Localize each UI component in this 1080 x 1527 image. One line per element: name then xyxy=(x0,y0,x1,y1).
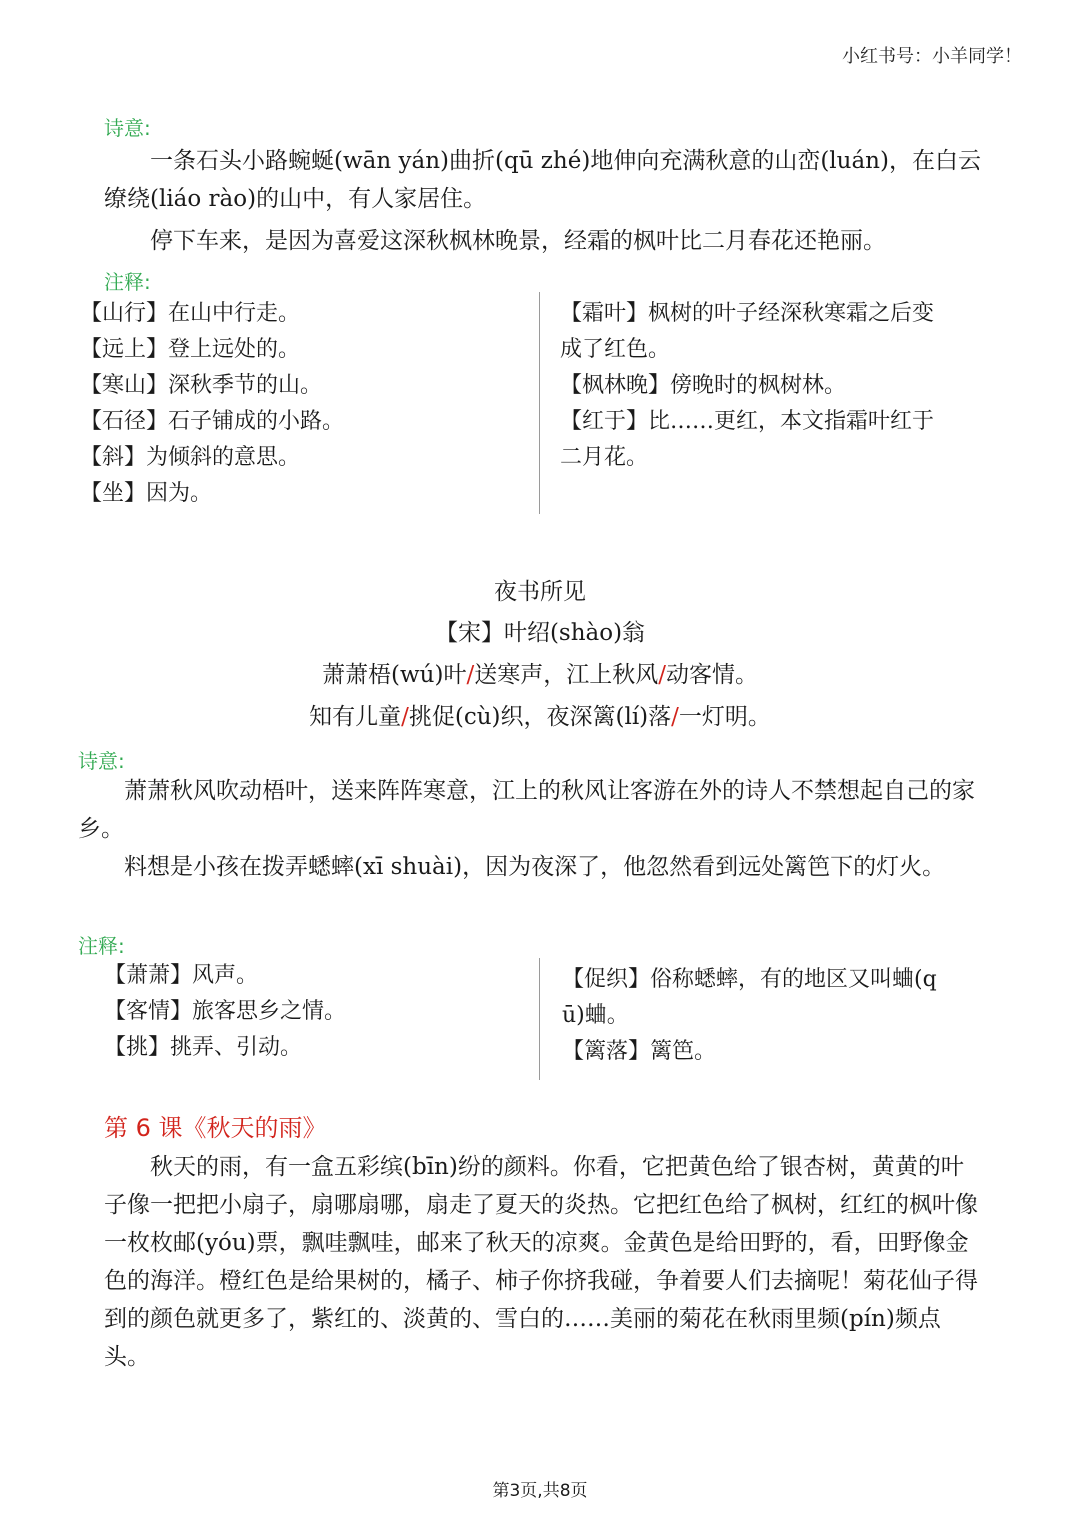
note-item: 【坐】因为。 xyxy=(80,481,213,506)
account-header: 小红书号：小羊同学！ xyxy=(842,46,1022,67)
poem2-author: 【宋】叶绍(shào)翁 xyxy=(434,620,646,646)
page-number: 第3页,共8页 xyxy=(492,1481,588,1501)
poem2-line-1: 萧萧梧(wú)叶/送寒声，江上秋风/动客情。 xyxy=(322,662,758,688)
poem2-meaning-para-1: 萧萧秋风吹动梧叶，送来阵阵寒意，江上的秋风让客游在外的诗人不禁想起自己的家乡。 xyxy=(78,778,975,842)
notes-label-1: 注释: xyxy=(104,270,151,294)
note-item: 【篱落】篱笆。 xyxy=(562,1039,717,1064)
note-item: 【促织】俗称蟋蟀，有的地区又叫蛐(q xyxy=(562,967,937,992)
poem1-meaning-para-1: 一条石头小路蜿蜒(wān yán)曲折(qū zhé)地伸向充满秋意的山峦(luán)，在白云缭绕(liáo rào)的山中，有人家居住。 xyxy=(104,148,981,212)
note-item: 【寒山】深秋季节的山。 xyxy=(80,373,323,398)
note-item: 【远上】登上远处的。 xyxy=(80,337,301,362)
meaning-label-2: 诗意: xyxy=(78,749,125,773)
notes-label-2: 注释: xyxy=(78,934,125,958)
poem2-line-2: 知有儿童/挑促(cù)织，夜深篱(lí)落/一灯明。 xyxy=(309,704,771,730)
note-item: 二月花。 xyxy=(560,445,649,470)
poem2-title: 夜书所见 xyxy=(494,579,586,605)
poem1-notes-right xyxy=(560,296,934,476)
note-item: 【斜】为倾斜的意思。 xyxy=(80,445,301,470)
note-item: 【山行】在山中行走。 xyxy=(80,301,301,326)
poem1-notes-left xyxy=(80,296,344,512)
lesson-text: 秋天的雨，有一盒五彩缤(bīn)纷的颜料。你看，它把黄色给了银杏树，黄黄的叶子像一把把小扇子，扇哪扇哪，扇走了夏天的炎热。它把红色给了枫树，红红的枫叶像一枚枚邮(yóu)票，飘哇飘哇，邮来了秋天的凉爽。金黄色是给田野的，看，田野像金色的海洋。橙红色是给果树的，橘子、柿子你挤我碰，争着要人们去摘呢！菊花仙子得到的颜色就更多了，紫红的、淡黄的、雪白的……美丽的菊花在秋雨里频(pín)频点头。 xyxy=(104,1154,978,1370)
column-divider xyxy=(539,292,540,514)
lesson-title: 第 6 课《秋天的雨》 xyxy=(104,1114,327,1142)
poem2-notes-right xyxy=(562,962,937,1070)
note-item: 【霜叶】枫树的叶子经深秋寒霜之后变 xyxy=(560,301,935,326)
poem1-meaning-para-2: 停下车来，是因为喜爱这深秋枫林晚景，经霜的枫叶比二月春花还艳丽。 xyxy=(150,228,886,254)
note-item: 【石径】石子铺成的小路。 xyxy=(80,409,345,434)
note-item: 【萧萧】风声。 xyxy=(104,963,259,988)
note-item: 【红于】比……更红，本文指霜叶红于 xyxy=(560,409,935,434)
meaning-label-1: 诗意: xyxy=(104,116,151,140)
column-divider xyxy=(539,958,540,1080)
note-item: 【客情】旅客思乡之情。 xyxy=(104,999,347,1024)
poem2-notes-left xyxy=(104,958,346,1066)
note-item: ū)蛐。 xyxy=(562,1003,629,1028)
poem2-meaning-para-2: 料想是小孩在拨弄蟋蟀(xī shuài)，因为夜深了，他忽然看到远处篱笆下的灯火。 xyxy=(124,854,946,880)
note-item: 【枫林晚】傍晚时的枫树林。 xyxy=(560,373,847,398)
note-item: 【挑】挑弄、引动。 xyxy=(104,1035,303,1060)
note-item: 成了红色。 xyxy=(560,337,671,362)
